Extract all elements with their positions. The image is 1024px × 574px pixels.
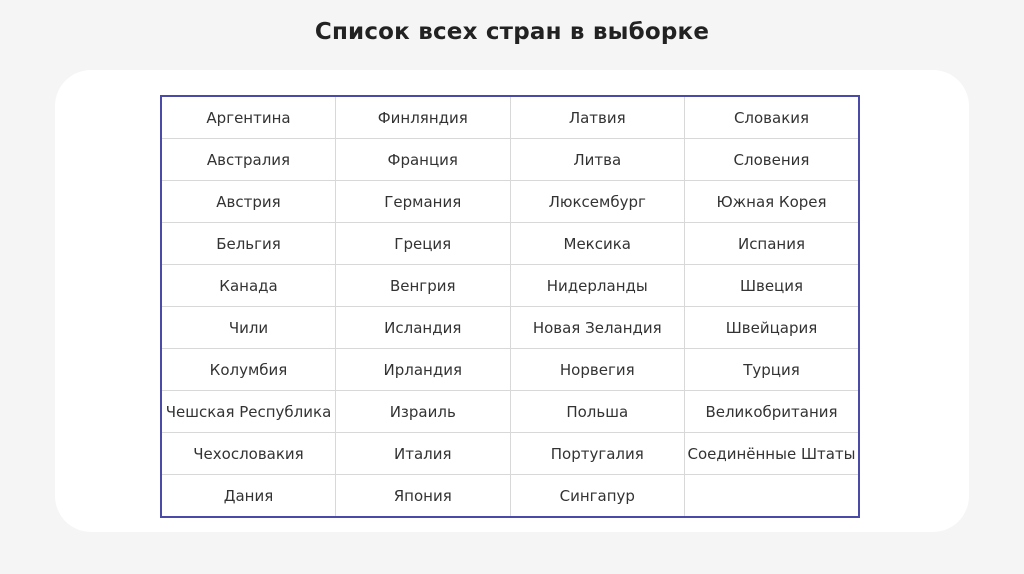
table-row bbox=[161, 475, 859, 518]
country-cell: Сингапур bbox=[510, 475, 685, 518]
country-cell: Мексика bbox=[510, 223, 685, 265]
country-cell: Латвия bbox=[510, 96, 685, 139]
country-cell: Словакия bbox=[685, 96, 860, 139]
country-cell: Исландия bbox=[336, 307, 511, 349]
country-cell: Италия bbox=[336, 433, 511, 475]
country-cell bbox=[685, 475, 860, 518]
country-cell: Нидерланды bbox=[510, 265, 685, 307]
table-row bbox=[161, 391, 859, 433]
country-cell: Польша bbox=[510, 391, 685, 433]
page-title: Список всех стран в выборке bbox=[314, 19, 710, 45]
country-cell: Австралия bbox=[161, 139, 336, 181]
country-cell: Норвегия bbox=[510, 349, 685, 391]
country-cell: Япония bbox=[336, 475, 511, 518]
table-row bbox=[161, 223, 859, 265]
country-cell: Испания bbox=[685, 223, 860, 265]
country-cell: Соединённые Штаты bbox=[685, 433, 860, 475]
country-cell: Канада bbox=[161, 265, 336, 307]
table-row bbox=[161, 265, 859, 307]
country-cell: Португалия bbox=[510, 433, 685, 475]
country-cell: Израиль bbox=[336, 391, 511, 433]
country-cell: Чехословакия bbox=[161, 433, 336, 475]
country-cell: Бельгия bbox=[161, 223, 336, 265]
country-cell: Новая Зеландия bbox=[510, 307, 685, 349]
country-cell: Германия bbox=[336, 181, 511, 223]
table-row bbox=[161, 349, 859, 391]
table-row bbox=[161, 307, 859, 349]
country-cell: Словения bbox=[685, 139, 860, 181]
country-cell: Ирландия bbox=[336, 349, 511, 391]
country-cell: Чили bbox=[161, 307, 336, 349]
country-cell: Люксембург bbox=[510, 181, 685, 223]
country-cell: Австрия bbox=[161, 181, 336, 223]
country-cell: Венгрия bbox=[336, 265, 511, 307]
country-cell: Великобритания bbox=[685, 391, 860, 433]
country-cell: Чешская Республика bbox=[161, 391, 336, 433]
country-cell: Турция bbox=[685, 349, 860, 391]
country-table bbox=[160, 95, 860, 518]
country-cell: Дания bbox=[161, 475, 336, 518]
country-cell: Финляндия bbox=[336, 96, 511, 139]
country-cell: Швеция bbox=[685, 265, 860, 307]
table-row bbox=[161, 181, 859, 223]
country-cell: Греция bbox=[336, 223, 511, 265]
table-row bbox=[161, 433, 859, 475]
country-cell: Южная Корея bbox=[685, 181, 860, 223]
country-table-body bbox=[161, 96, 859, 517]
table-row bbox=[161, 139, 859, 181]
country-cell: Колумбия bbox=[161, 349, 336, 391]
country-cell: Швейцария bbox=[685, 307, 860, 349]
country-cell: Аргентина bbox=[161, 96, 336, 139]
country-cell: Франция bbox=[336, 139, 511, 181]
table-row bbox=[161, 96, 859, 139]
country-cell: Литва bbox=[510, 139, 685, 181]
